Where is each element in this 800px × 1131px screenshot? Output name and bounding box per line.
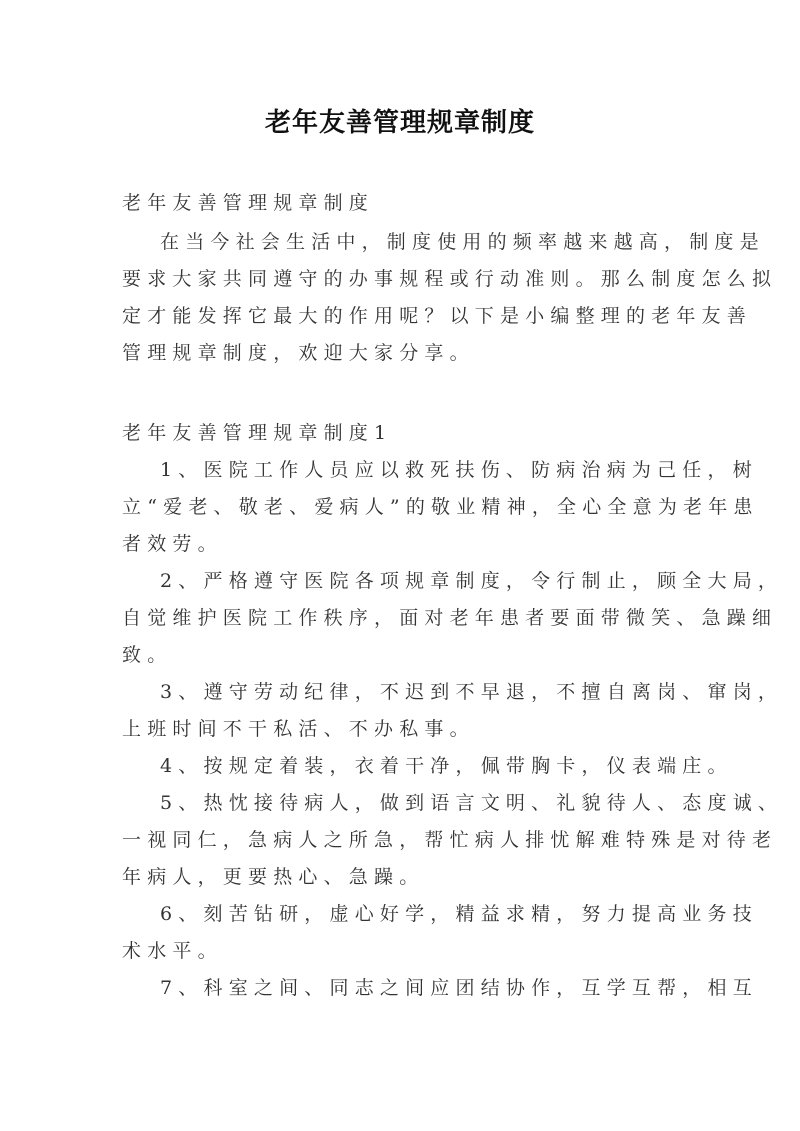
section-heading: 老年友善管理规章制度1	[122, 422, 393, 444]
text-line: 上班时间不干私活、不办私事。	[122, 718, 475, 740]
text-line: 5、热忱接待病人，做到语言文明、礼貌待人、态度诚、	[160, 792, 784, 814]
text-line: 要求大家共同遵守的办事规程或行动准则。那么制度怎么拟	[122, 268, 778, 290]
text-line: 术水平。	[122, 940, 223, 962]
text-line: 立“爱老、敬老、爱病人”的敬业精神，全心全意为老年患	[122, 496, 759, 518]
section-heading: 老年友善管理规章制度	[122, 192, 375, 214]
text-line: 7、科室之间、同志之间应团结协作，互学互帮，相互	[160, 977, 758, 999]
text-line: 在当今社会生活中，制度使用的频率越来越高，制度是	[160, 231, 765, 253]
text-line: 4、按规定着装，衣着干净，佩带胸卡，仪表端庄。	[160, 755, 733, 777]
text-line: 定才能发挥它最大的作用呢？以下是小编整理的老年友善	[122, 305, 753, 327]
document-title: 老年友善管理规章制度	[264, 108, 535, 138]
text-line: 自觉维护医院工作秩序，面对老年患者要面带微笑、急躁细	[122, 607, 778, 629]
text-line: 年病人，更要热心、急躁。	[122, 866, 425, 888]
text-line: 管理规章制度，欢迎大家分享。	[122, 342, 475, 364]
text-line: 3、遵守劳动纪律，不迟到不早退，不擅自离岗、窜岗，	[160, 681, 784, 703]
text-line: 致。	[122, 644, 173, 666]
text-line: 一视同仁，急病人之所急，帮忙病人排忧解难特殊是对待老	[122, 829, 778, 851]
text-line: 1、医院工作人员应以救死扶伤、防病治病为己任，树	[160, 459, 758, 481]
text-line: 者效劳。	[122, 533, 223, 555]
text-line: 2、严格遵守医院各项规章制度，令行制止，顾全大局，	[160, 570, 784, 592]
text-line: 6、刻苦钻研，虚心好学，精益求精，努力提高业务技	[160, 903, 758, 925]
